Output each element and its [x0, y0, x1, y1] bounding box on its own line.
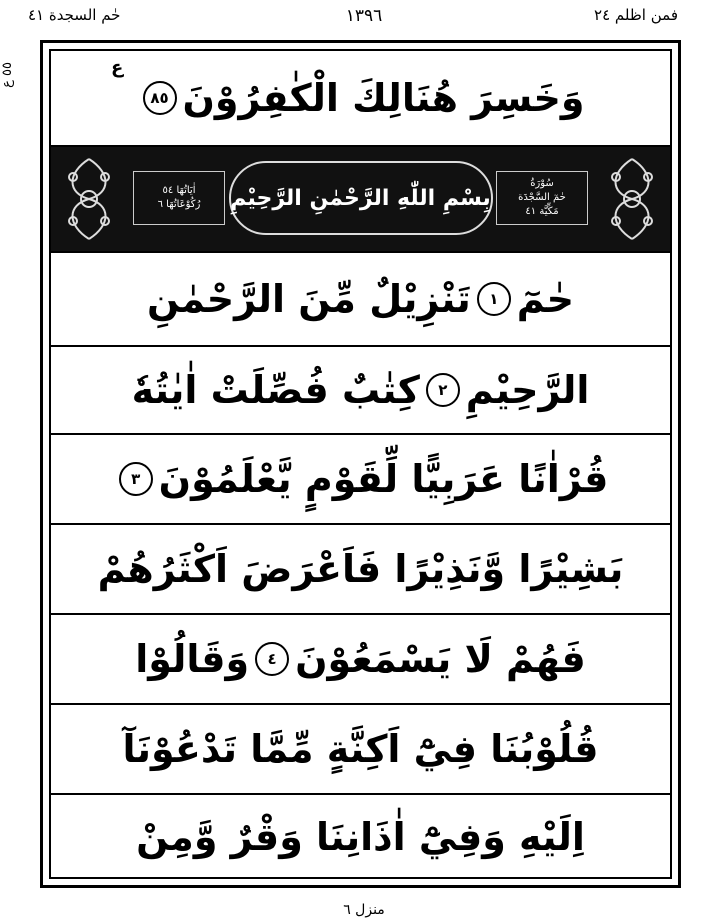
- ayah-marker: ٤: [255, 642, 289, 676]
- verse-text: فَهُمْ لَا يَسْمَعُوْنَ: [295, 637, 586, 681]
- page-frame: [40, 40, 681, 888]
- verse-text: اِلَيْهِ وَفِيْٓ اٰذَانِنَا وَقْرٌ وَّمِنْ: [136, 815, 585, 859]
- verse-text: وَقَالُوْا: [135, 637, 250, 681]
- ayah-marker: ٣: [119, 462, 153, 496]
- verse-text: كِتٰبٌ فُصِّلَتْ اٰيٰتُهٗ: [131, 368, 420, 412]
- ruku-count: رُكُوْعَاتُهَا ٦: [157, 199, 201, 210]
- ayat-info-box: [133, 171, 225, 225]
- ayah-marker: ٢: [426, 373, 460, 407]
- verse-text: حٰمٓ: [516, 277, 574, 321]
- floral-ornament-icon: [600, 153, 664, 245]
- margin-note: ٥٥ ع: [0, 62, 15, 88]
- verse-text: قُرْاٰنًا عَرَبِيًّا لِّقَوْمٍ يَّعْلَمُوْنَ: [158, 457, 609, 501]
- page-number: ١٣٩٦: [345, 6, 383, 26]
- verse-text: الرَّحِيْمِ: [465, 368, 590, 412]
- verse-text: تَنْزِيْلٌ مِّنَ الرَّحْمٰنِ: [147, 277, 471, 321]
- surah-header-band: [51, 147, 670, 253]
- verse-text: قُلُوْبُنَا فِيْٓ اَكِنَّةٍ مِّمَّا تَدْعُوْنَآ: [122, 727, 599, 771]
- text-line-4: [51, 435, 670, 525]
- ayah-marker: ١: [477, 282, 511, 316]
- text-line-3: [51, 347, 670, 435]
- ayah-marker: ٨٥: [143, 81, 177, 115]
- verse-text: بَشِيْرًا وَّنَذِيْرًا فَاَعْرَضَ اَكْثَرُهُمْ: [97, 547, 624, 591]
- text-line-6: [51, 615, 670, 705]
- basmala-cartouche: [229, 161, 493, 235]
- text-line-8: [51, 795, 670, 879]
- surah-header: حٰم السجدة ٤١: [28, 6, 121, 24]
- juz-header: فمن اظلم ٢٤: [594, 6, 678, 24]
- text-line-1: [51, 51, 670, 147]
- surah-name: حٰمٓ السَّجْدَة: [518, 192, 566, 203]
- text-line-2: [51, 253, 670, 347]
- text-line-7: [51, 705, 670, 795]
- surah-place: مَكِّيَّة ٤١: [525, 206, 559, 217]
- text-line-5: [51, 525, 670, 615]
- page-inner-frame: [49, 49, 672, 879]
- manzil-footer: منزل ٦: [343, 902, 385, 918]
- ruku-marker: ع: [111, 57, 124, 78]
- verse-text: وَخَسِرَ هُنَالِكَ الْكٰفِرُوْنَ: [182, 76, 585, 120]
- surah-label: سُوْرَةُ: [530, 178, 554, 189]
- basmala: بِسْمِ اللّٰهِ الرَّحْمٰنِ الرَّحِيْمِ: [230, 185, 491, 211]
- floral-ornament-icon: [57, 153, 121, 245]
- ayat-count: اٰيَاتُهَا ٥٤: [162, 185, 196, 196]
- surah-info-box: [496, 171, 588, 225]
